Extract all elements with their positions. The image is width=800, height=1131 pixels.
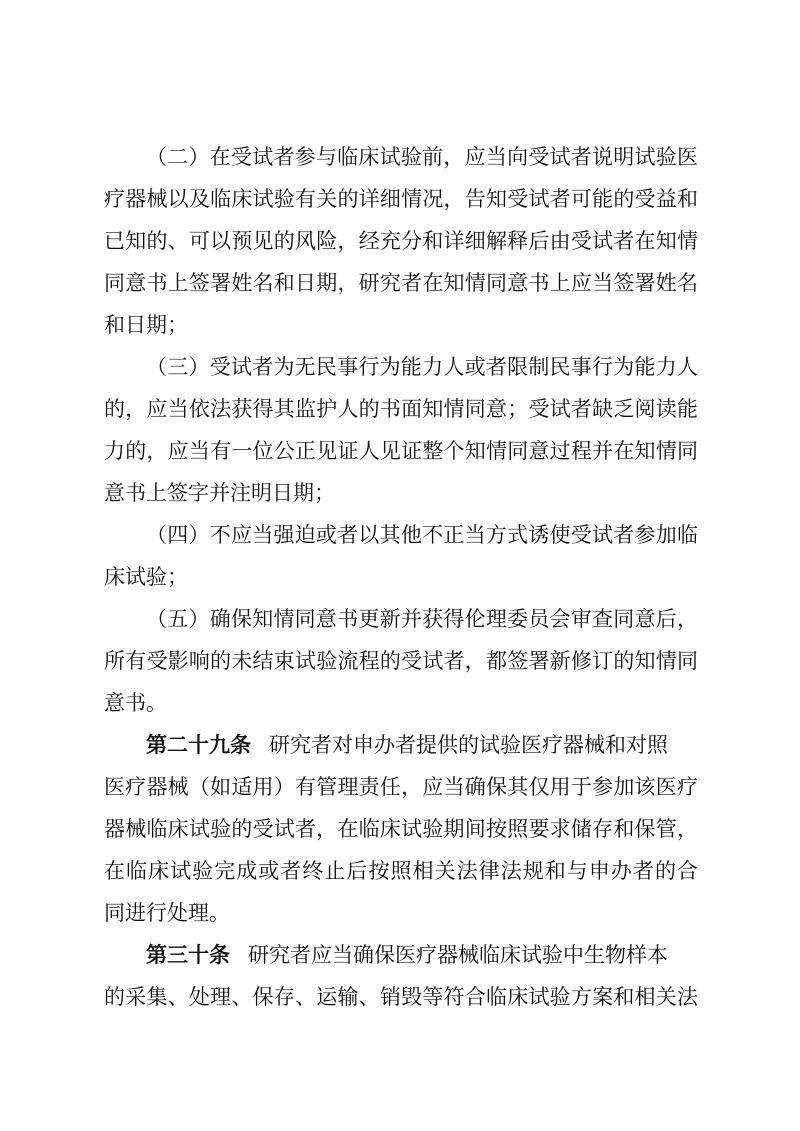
text-line: 所有受影响的未结束试验流程的受试者，都签署新修订的知情同 <box>104 649 698 673</box>
text-line: 已知的、可以预见的风险，经充分和详细解释后由受试者在知情 <box>104 229 698 253</box>
text-run: 研究者应当确保医疗器械临床试验中生物样本 <box>248 943 668 967</box>
text-line: （四）不应当强迫或者以其他不正当方式诱使受试者参加临 <box>146 523 698 547</box>
text-line: （三）受试者为无民事行为能力人或者限制民事行为能力人 <box>146 355 698 379</box>
text-line: （五）确保知情同意书更新并获得伦理委员会审查同意后， <box>146 607 698 631</box>
text-line: 的，应当依法获得其监护人的书面知情同意；受试者缺乏阅读能 <box>104 397 698 421</box>
text-run: 研究者对申办者提供的试验医疗器械和对照 <box>269 733 668 757</box>
text-line: 意书。 <box>104 691 167 715</box>
text-line: 器械临床试验的受试者，在临床试验期间按照要求储存和保管， <box>104 817 698 841</box>
text-line: 同意书上签署姓名和日期，研究者在知情同意书上应当签署姓名 <box>104 271 698 295</box>
text-line: 床试验； <box>104 565 188 589</box>
article-heading: 第二十九条 <box>146 733 251 757</box>
article-heading: 第三十条 <box>146 943 230 967</box>
text-line: 同进行处理。 <box>104 901 230 925</box>
text-line: 意书上签字并注明日期； <box>104 481 335 505</box>
text-line: 疗器械以及临床试验有关的详细情况，告知受试者可能的受益和 <box>104 187 698 211</box>
article-first-line <box>146 935 698 975</box>
text-line: 的采集、处理、保存、运输、销毁等符合临床试验方案和相关法 <box>104 985 698 1009</box>
text-line: （二）在受试者参与临床试验前，应当向受试者说明试验医 <box>146 145 698 169</box>
text-line: 和日期； <box>104 313 188 337</box>
text-line: 医疗器械（如适用）有管理责任，应当确保其仅用于参加该医疗 <box>104 775 698 799</box>
article-first-line <box>146 725 698 765</box>
text-line: 在临床试验完成或者终止后按照相关法律法规和与申办者的合 <box>104 859 698 883</box>
text-line: 力的，应当有一位公正见证人见证整个知情同意过程并在知情同 <box>104 439 698 463</box>
